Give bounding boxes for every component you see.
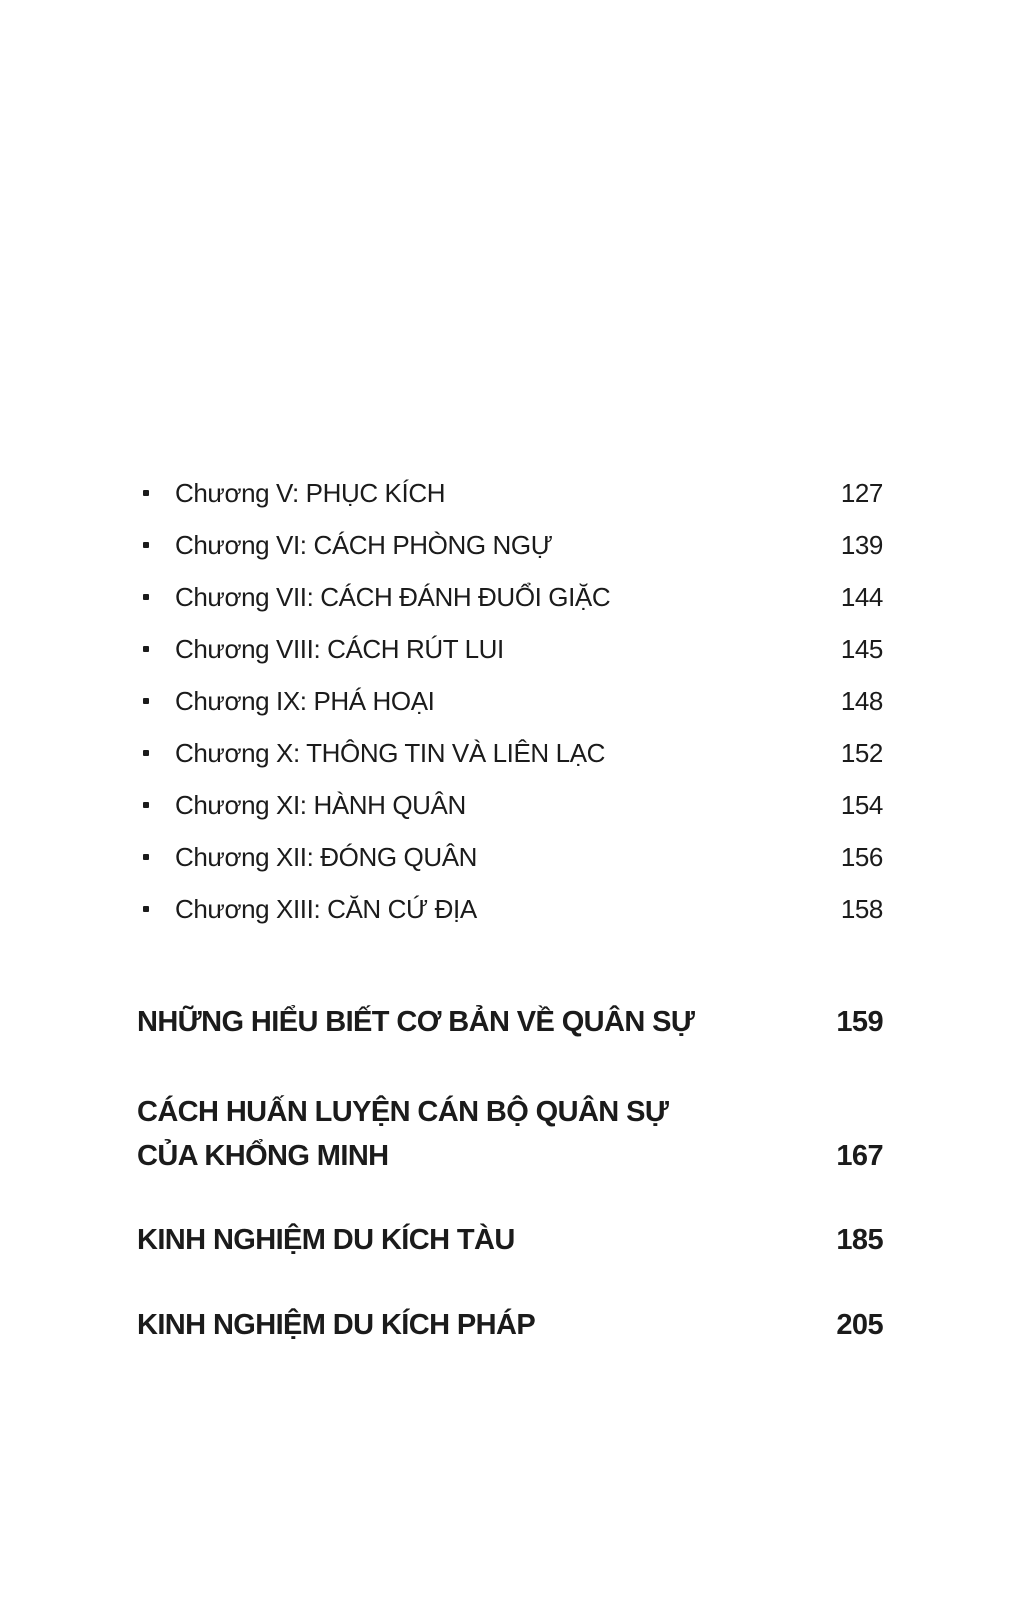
- section-title: NHỮNG HIỂU BIẾT CƠ BẢN VỀ QUÂN SỰ: [137, 1005, 695, 1038]
- bullet-icon: [137, 906, 175, 912]
- chapter-label: Chương X: THÔNG TIN VÀ LIÊN LẠC: [175, 737, 606, 768]
- toc-section-row: [137, 1090, 883, 1178]
- section-title: KINH NGHIỆM DU KÍCH PHÁP: [137, 1308, 536, 1341]
- chapter-label: Chương IX: PHÁ HOẠI: [175, 685, 435, 716]
- toc-chapter-row: [137, 831, 883, 883]
- chapter-label: Chương XIII: CĂN CỨ ĐỊA: [175, 893, 477, 924]
- toc-chapter-row: [137, 727, 883, 779]
- section-page-number: 167: [836, 1139, 883, 1172]
- chapter-label: Chương V: PHỤC KÍCH: [175, 477, 446, 508]
- toc-chapter-row: [137, 467, 883, 519]
- chapter-page-number: 152: [840, 737, 883, 768]
- chapter-page-number: 144: [840, 581, 883, 612]
- toc-chapter-row: [137, 623, 883, 675]
- bullet-icon: [137, 542, 175, 548]
- toc-chapter-row: [137, 675, 883, 727]
- bullet-icon: [137, 750, 175, 756]
- bullet-icon: [137, 802, 175, 808]
- toc-section-row: [137, 1000, 883, 1044]
- toc-section-row: [137, 1218, 883, 1262]
- section-page-number: 205: [836, 1308, 883, 1341]
- chapter-page-number: 127: [840, 477, 883, 508]
- chapter-page-number: 156: [840, 841, 883, 872]
- chapter-page-number: 158: [840, 893, 883, 924]
- chapter-page-number: 145: [840, 633, 883, 664]
- toc-chapter-row: [137, 519, 883, 571]
- chapter-page-number: 154: [840, 789, 883, 820]
- chapter-label: Chương VII: CÁCH ĐÁNH ĐUỔI GIẶC: [175, 581, 611, 612]
- section-title: CÁCH HUẤN LUYỆN CÁN BỘ QUÂN SỰ: [137, 1095, 669, 1128]
- bullet-icon: [137, 698, 175, 704]
- bullet-icon: [137, 854, 175, 860]
- toc-section-row: [137, 1303, 883, 1347]
- chapter-list: [137, 467, 883, 935]
- section-title-line2: CỦA KHỔNG MINH: [137, 1139, 389, 1172]
- chapter-page-number: 139: [840, 529, 883, 560]
- toc-chapter-row: [137, 779, 883, 831]
- chapter-label: Chương VI: CÁCH PHÒNG NGỰ: [175, 529, 553, 560]
- section-page-number: 159: [836, 1005, 883, 1038]
- section-page-number: 185: [836, 1223, 883, 1256]
- bullet-icon: [137, 646, 175, 652]
- bullet-icon: [137, 490, 175, 496]
- bullet-icon: [137, 594, 175, 600]
- chapter-page-number: 148: [840, 685, 883, 716]
- chapter-label: Chương XII: ĐÓNG QUÂN: [175, 841, 478, 872]
- toc-chapter-row: [137, 571, 883, 623]
- chapter-label: Chương VIII: CÁCH RÚT LUI: [175, 633, 504, 664]
- section-title: KINH NGHIỆM DU KÍCH TÀU: [137, 1223, 515, 1256]
- chapter-label: Chương XI: HÀNH QUÂN: [175, 789, 466, 820]
- toc-chapter-row: [137, 883, 883, 935]
